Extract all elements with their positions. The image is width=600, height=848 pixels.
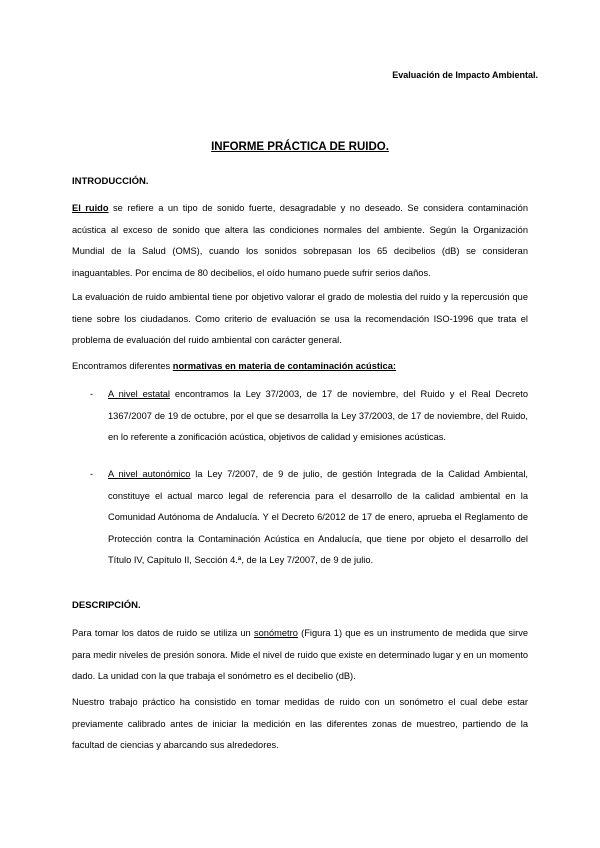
- list-item-estatal: [90, 384, 528, 449]
- bullet-dash: -: [90, 469, 94, 479]
- term-sonometro: sonómetro: [253, 628, 298, 638]
- intro-paragraph-2: La evaluación de ruido ambiental tiene por objetivo valorar el grado de molestia del ruido y la repercusión que tiene sobre los ciudadanos. Como criterio de evaluación se usa la recomendación ISO-1996 que trata el problema de evaluación del ruido ambiental con carácter general.: [72, 292, 528, 345]
- term-el-ruido: El ruido: [72, 203, 109, 213]
- intro-paragraph-3: [72, 356, 528, 378]
- normativas-link: normativas en materia de contaminación acústica:: [172, 361, 396, 371]
- intro-paragraph-3-prefix: Encontramos diferentes: [72, 361, 173, 371]
- section-heading-descripcion: DESCRIPCIÓN.: [72, 600, 141, 611]
- term-nivel-estatal: A nivel estatal: [108, 389, 170, 399]
- list-item-autonomico-text: la Ley 7/2007, de 9 de julio, de gestión Integrada de la Calidad Ambiental, constituye el actual marco legal de referencia para el desarrollo de la calidad ambiental en la Comunidad Autónoma de Andalucía. Y el Decreto 6/2012 de 17 de enero, aprueba el Reglamento de Protección contra la Contaminación Acústica en Andalucía, que tiene por objeto el desarrollo del Título IV, Capítulo II, Sección 4.ª, de la Ley 7/2007, de 9 de julio.: [108, 469, 529, 565]
- description-paragraph-2: Nuestro trabajo práctico ha consistido en tomar medidas de ruido con un sonómetro el cual debe estar previamente calibrado antes de iniciar la medición en las diferentes zonas de muestreo, partiendo de la facultad de ciencias y abarcando sus alrededores.: [72, 697, 528, 750]
- description-paragraph-1: [72, 623, 528, 688]
- term-nivel-autonomico: A nivel autonómico: [108, 469, 191, 479]
- bullet-dash: -: [90, 389, 94, 399]
- list-item-estatal-text: encontramos la Ley 37/2003, de 17 de noviembre, del Ruido y el Real Decreto 1367/2007 de 19 de octubre, por el que se desarrolla la Ley 37/2003, de 17 de noviembre, del Ruido, en lo referente a zonificación acústica, objetivos de calidad y emisiones acústicas.: [108, 389, 528, 442]
- page-title: INFORME PRÁCTICA DE RUIDO.: [211, 141, 389, 153]
- list-item-autonomico: [90, 464, 529, 572]
- intro-paragraph-1-text: se refiere a un tipo de sonido fuerte, desagradable y no deseado. Se considera contaminación acústica al exceso de sonido que altera las condiciones normales del ambiente. Según la Organización Mundial de la Salud (OMS), cuando los sonidos sobrepasan los 65 decibelios (dB) se consideran inaguantables. Por encima de 80 decibelios, el oído humano puede sufrir serios daños.: [72, 203, 528, 278]
- intro-paragraph-1: [72, 198, 528, 284]
- description-paragraph-1-text: (Figura 1) que es un instrumento de medida que sirve para medir niveles de presión sonora. Mide el nivel de ruido que existe en determinado lugar y en un momento dado. La unidad con la que trabaja el sonómetro es el decibelio (dB).: [72, 628, 529, 681]
- description-paragraph-1-prefix: Para tomar los datos de ruido se utiliza un: [72, 628, 254, 638]
- section-heading-introduccion: INTRODUCCIÓN.: [72, 176, 149, 187]
- running-header: Evaluación de Impacto Ambiental.: [392, 70, 538, 80]
